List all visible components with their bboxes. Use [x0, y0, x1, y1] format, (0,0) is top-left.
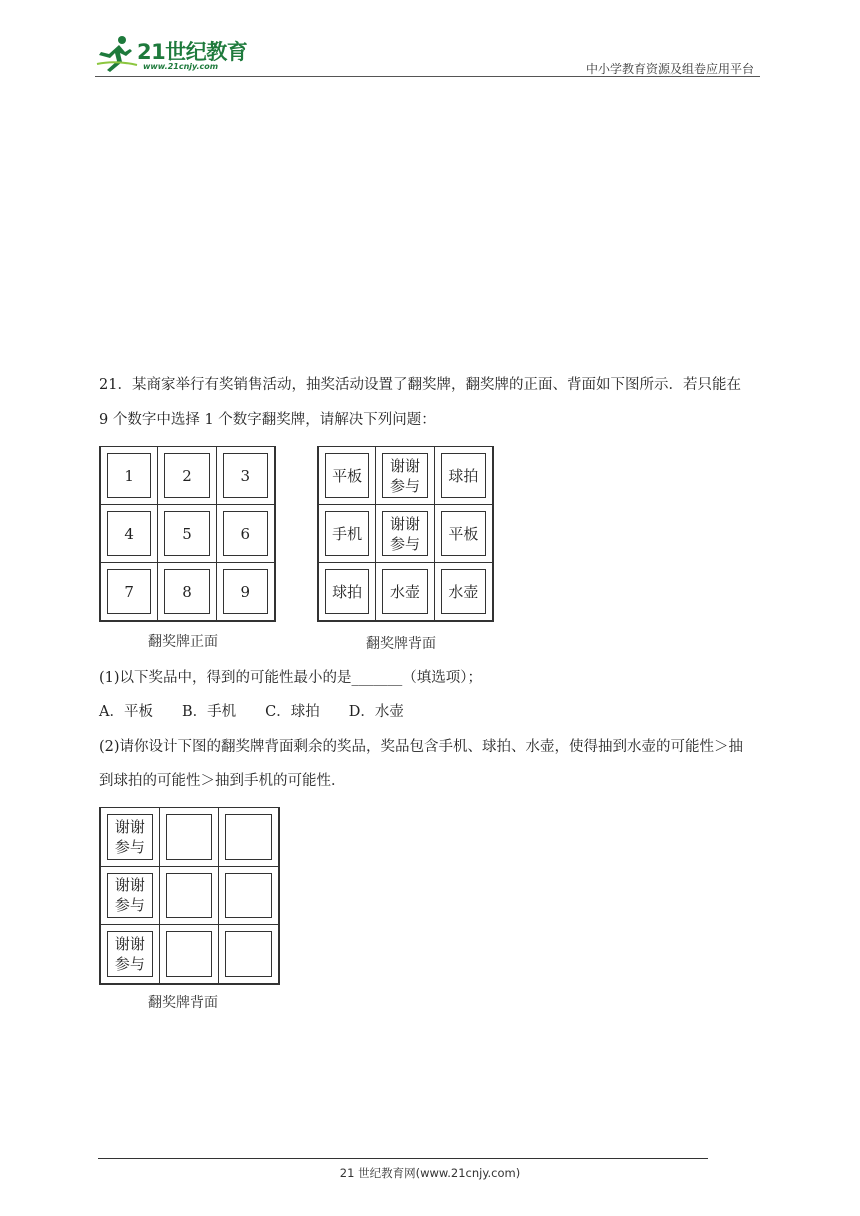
grid-cell [216, 504, 275, 563]
grid-cell [318, 446, 376, 505]
card-label: 水壶 [382, 569, 427, 614]
card-label: 5 [164, 511, 209, 556]
grid-cell [100, 446, 158, 505]
grid-cell [159, 924, 220, 984]
card-label [166, 873, 213, 919]
grid-cell [157, 504, 216, 563]
grid-cell [434, 504, 493, 563]
question-part-1: (1)以下奖品中，得到的可能性最小的是_______（填选项）； [99, 670, 483, 686]
card-label: 球拍 [441, 453, 486, 498]
card-label: 水壶 [441, 569, 486, 614]
page-header [95, 30, 760, 78]
card-label: 平板 [441, 511, 486, 556]
question-part-2-line-1: (2)请你设计下图的翻奖牌背面剩余的奖品，奖品包含手机、球拍、水壶，使得抽到水壶的可能性＞抽 [99, 739, 744, 755]
design-card-grid [99, 807, 280, 985]
grid-cell [100, 562, 158, 621]
grid-cell [100, 807, 160, 867]
logo-text: 21世纪教育 [137, 40, 248, 64]
card-label: 6 [223, 511, 268, 556]
answer-options: A．平板 B．手机 C．球拍 D．水壶 [99, 704, 404, 720]
card-label: 手机 [325, 511, 369, 556]
grid-cell [218, 924, 279, 984]
grid-cell [318, 504, 376, 563]
grid-cell [157, 562, 216, 621]
site-logo [95, 34, 265, 74]
grid-cell [434, 562, 493, 621]
card-label: 谢谢 参与 [107, 931, 153, 977]
card-label: 谢谢 参与 [107, 814, 153, 860]
header-tagline: 中小学教育资源及组卷应用平台 [585, 62, 754, 76]
card-label: 1 [107, 453, 151, 498]
card-label [225, 814, 272, 860]
header-divider [95, 76, 760, 77]
front-caption: 翻奖牌正面 [148, 634, 218, 650]
grid-cell [216, 562, 275, 621]
question-text-line-1: 21．某商家举行有奖销售活动，抽奖活动设置了翻奖牌，翻奖牌的正面、背面如下图所示．若只能在 [99, 377, 741, 393]
card-label: 9 [223, 569, 268, 614]
grid-cell [218, 807, 279, 867]
card-label: 3 [223, 453, 268, 498]
card-label: 4 [107, 511, 151, 556]
page-footer: 21 世纪教育网(www.21cnjy.com) [339, 1166, 521, 1180]
grid-cell [218, 866, 279, 926]
card-label: 谢谢 参与 [382, 511, 427, 556]
card-label: 7 [107, 569, 151, 614]
card-label: 谢谢 参与 [107, 873, 153, 919]
grid-cell [375, 504, 434, 563]
card-label: 8 [164, 569, 209, 614]
runner-logo-icon [95, 34, 141, 74]
grid-cell [100, 866, 160, 926]
grid-cell [159, 807, 220, 867]
card-label [166, 814, 213, 860]
card-label: 2 [164, 453, 209, 498]
back-caption: 翻奖牌背面 [366, 636, 436, 652]
front-card-grid [99, 446, 276, 622]
grid-cell [159, 866, 220, 926]
grid-cell [216, 446, 275, 505]
card-label: 谢谢 参与 [382, 453, 427, 498]
grid-cell [318, 562, 376, 621]
grid-cell [100, 924, 160, 984]
card-label: 球拍 [325, 569, 369, 614]
grid-cell [375, 562, 434, 621]
footer-divider [98, 1158, 708, 1159]
grid-cell [100, 504, 158, 563]
question-part-2-line-2: 到球拍的可能性＞抽到手机的可能性． [99, 773, 346, 789]
back-card-grid [317, 446, 494, 622]
card-label: 平板 [325, 453, 369, 498]
grid-cell [157, 446, 216, 505]
card-label [166, 931, 213, 977]
logo-url: www.21cnjy.com [143, 62, 219, 71]
grid-cell [375, 446, 434, 505]
question-text-line-2: 9 个数字中选择 1 个数字翻奖牌，请解决下列问题： [99, 412, 436, 428]
card-label [225, 931, 272, 977]
design-caption: 翻奖牌背面 [148, 995, 218, 1011]
card-label [225, 873, 272, 919]
grid-cell [434, 446, 493, 505]
